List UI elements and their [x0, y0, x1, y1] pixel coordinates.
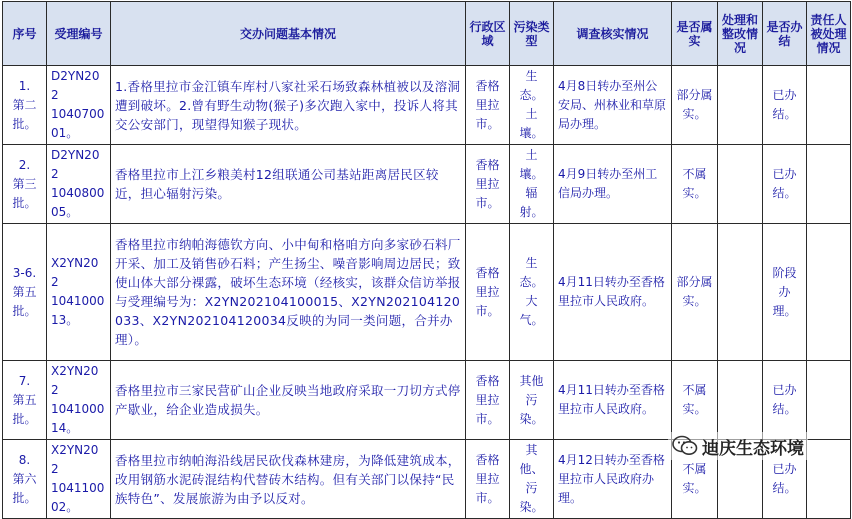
- row-seq: 7. 第五 批。: [3, 361, 47, 440]
- row-desc: 香格里拉市纳帕海德钦方向、小中甸和格咱方向多家砂石料厂开采、加工及销售砂石料；产生扬尘、噪音影响周边居民；致使山体大部分裸露，破坏生态环境（经核实，该群众信访举报与受理编号为：X2YN202104100015、X2YN202104120033、X2YN202104120034反映的为同一类问题，合并办理）。: [111, 224, 466, 361]
- header-verify: 调查核实情况: [554, 2, 672, 66]
- table-row: [3, 224, 851, 361]
- header-type: 污染类型: [510, 2, 554, 66]
- wechat-icon: [672, 435, 698, 457]
- header-done: 是否办结: [763, 2, 807, 66]
- row-resp: [807, 440, 851, 519]
- row-region: 香格里拉市。: [466, 361, 510, 440]
- row-type: 生态。 大气。: [510, 224, 554, 361]
- row-resp: [807, 224, 851, 361]
- row-done: 已办结。: [763, 66, 807, 145]
- row-verify: 4月12日转办至香格里拉市人民政府办理。: [554, 440, 672, 519]
- row-type: 生态。 土壤。: [510, 66, 554, 145]
- row-type: 土壤。 辐射。: [510, 145, 554, 224]
- header-desc: 交办问题基本情况: [111, 2, 466, 66]
- watermark-text: 迪庆生态环境: [702, 438, 804, 459]
- row-resp: [807, 66, 851, 145]
- row-num: X2YN202 1041000 14。: [47, 361, 111, 440]
- row-desc: 香格里拉市纳帕海沿线居民砍伐森林建房，为降低建筑成本，改用钢筋水泥砖混结构代替砖木结构。但有关部门以保持“民族特色”、发展旅游为由予以反对。: [111, 440, 466, 519]
- row-done: 已办结。: [763, 440, 807, 519]
- row-handle: [718, 224, 763, 361]
- row-true: 不属实。: [672, 440, 718, 519]
- row-type: 其他、 污染。: [510, 440, 554, 519]
- row-verify: 4月11日转办至香格里拉市人民政府。: [554, 224, 672, 361]
- row-true: 不属实。: [672, 361, 718, 440]
- row-handle: [718, 145, 763, 224]
- row-seq: 3-6. 第五 批。: [3, 224, 47, 361]
- row-handle: [718, 66, 763, 145]
- row-desc: 1.香格里拉市金江镇车库村八家社采石场致森林植被以及溶洞遭到破坏。2.曾有野生动物(猴子)多次跑入家中，投诉人将其交公安部门，现望得知猴子现状。: [111, 66, 466, 145]
- row-resp: [807, 361, 851, 440]
- row-region: 香格里拉市。: [466, 440, 510, 519]
- row-num: D2YN202 1040700 01。: [47, 66, 111, 145]
- row-true: 不属实。: [672, 145, 718, 224]
- row-region: 香格里拉市。: [466, 145, 510, 224]
- header-resp: 责任人被处理情况: [807, 2, 851, 66]
- header-num: 受理编号: [47, 2, 111, 66]
- row-num: X2YN202 1041100 02。: [47, 440, 111, 519]
- header-row: [3, 2, 851, 66]
- row-handle: [718, 361, 763, 440]
- row-resp: [807, 145, 851, 224]
- row-verify: 4月8日转办至州公安局、州林业和草原局办理。: [554, 66, 672, 145]
- table-row: [3, 145, 851, 224]
- row-done: 已办结。: [763, 145, 807, 224]
- row-seq: 2. 第三 批。: [3, 145, 47, 224]
- row-seq: 8. 第六 批。: [3, 440, 47, 519]
- row-done: 阶段办理。: [763, 224, 807, 361]
- row-true: 部分属实。: [672, 224, 718, 361]
- row-verify: 4月11日转办至香格里拉市人民政府。: [554, 361, 672, 440]
- header-region: 行政区域: [466, 2, 510, 66]
- row-seq: 1. 第二 批。: [3, 66, 47, 145]
- table-row: [3, 66, 851, 145]
- row-num: X2YN202 1041000 13。: [47, 224, 111, 361]
- row-desc: 香格里拉市三家民营矿山企业反映当地政府采取一刀切方式停产歇业，给企业造成损失。: [111, 361, 466, 440]
- row-true: 部分属实。: [672, 66, 718, 145]
- header-handle: 处理和整改情况: [718, 2, 763, 66]
- row-done: 已办结。: [763, 361, 807, 440]
- header-seq: 序号: [3, 2, 47, 66]
- row-region: 香格里拉市。: [466, 66, 510, 145]
- header-true: 是否属实: [672, 2, 718, 66]
- row-verify: 4月9日转办至州工信局办理。: [554, 145, 672, 224]
- row-region: 香格里拉市。: [466, 224, 510, 361]
- row-type: 其他 污染。: [510, 361, 554, 440]
- watermark: [668, 432, 808, 460]
- row-num: D2YN202 1040800 05。: [47, 145, 111, 224]
- row-desc: 香格里拉市上江乡粮美村12组联通公司基站距离居民区较近，担心辐射污染。: [111, 145, 466, 224]
- table-row: [3, 361, 851, 440]
